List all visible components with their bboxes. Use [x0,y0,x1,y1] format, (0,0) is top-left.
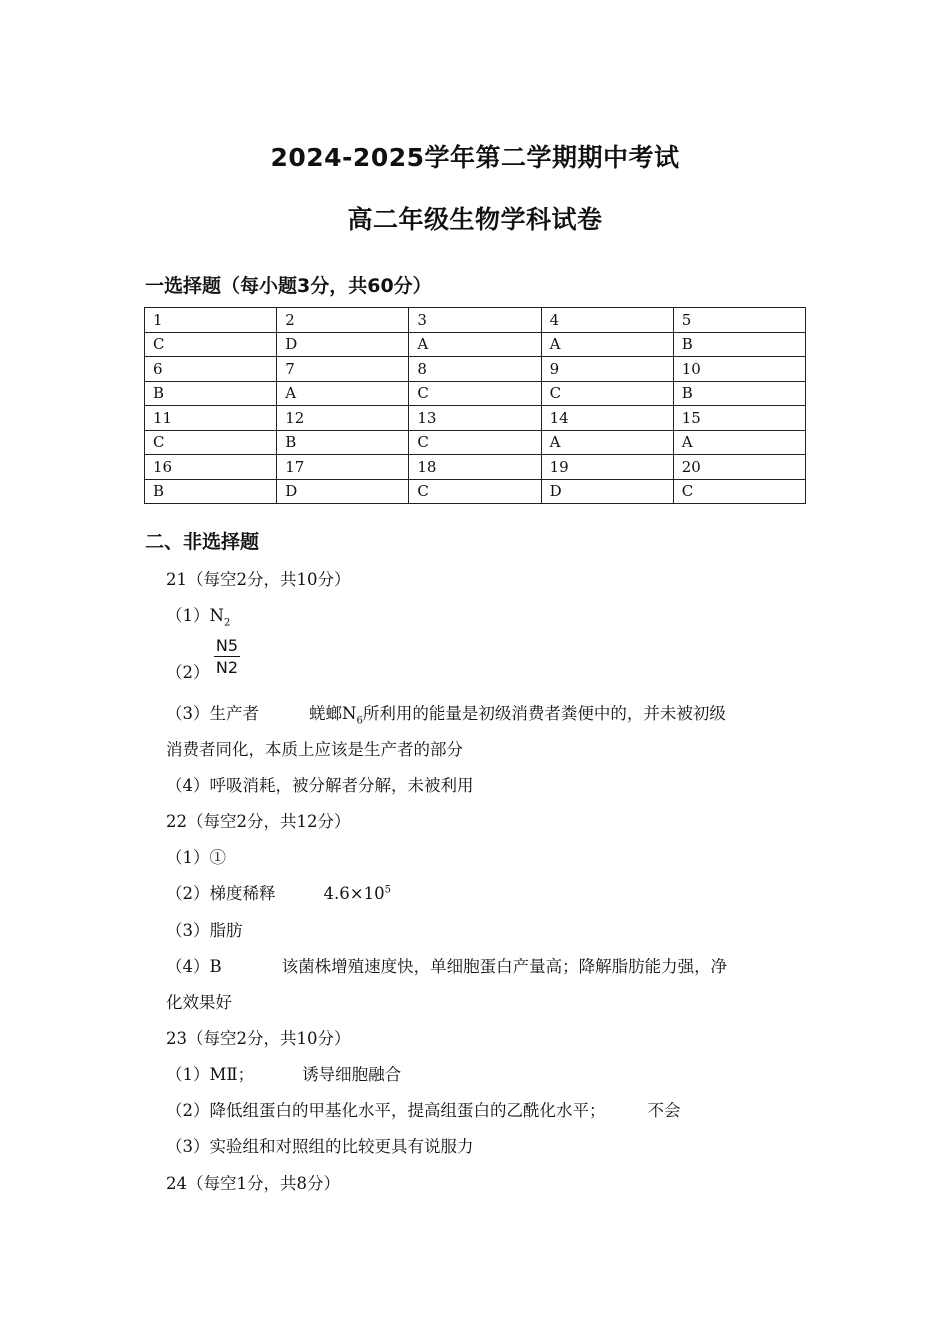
question-number-cell: 7 [277,357,409,382]
question-number-cell: 16 [145,455,277,480]
q22-answer-2: （2）梯度稀释 $4.6\times 10^5$ [166,884,391,903]
section-heading-choice: 一选择题（每小题3分，共60分） [145,275,432,297]
q22-answer-4-continued: 化效果好 [166,993,232,1012]
q22-answer-4: （4）B 该菌株增殖速度快，单细胞蛋白产量高；降解脂肪能力强，净 [166,957,728,976]
section-heading-nonchoice: 二、非选择题 [145,531,260,553]
question-number-cell: 19 [541,455,673,480]
table-row [145,308,806,333]
question-number-cell: 20 [673,455,805,480]
question-number-cell: 4 [541,308,673,333]
q21-answer-1: $(1)N_2$ [166,606,231,629]
question-number-cell: 11 [145,406,277,431]
table-row [145,332,806,357]
q23-answer-2: （2）降低组蛋白的甲基化水平，提高组蛋白的乙酰化水平； 不会 [166,1101,681,1120]
fraction-numerator: N5 [215,636,239,655]
question-number-cell: 15 [673,406,805,431]
question-number-cell: 18 [409,455,541,480]
answer-cell: C [409,430,541,455]
exam-subtitle: 高二年级生物学科试卷 [347,205,603,234]
question-number-cell: 3 [409,308,541,333]
q21-answer-4: （4）呼吸消耗，被分解者分解，未被利用 [166,776,474,795]
exam-title: 2024-2025学年第二学期期中考试 [270,143,680,172]
q21-heading: 21（每空2分，共10分） [166,570,351,589]
table-row [145,406,806,431]
question-number-cell: 14 [541,406,673,431]
answer-cell: B [673,332,805,357]
q21-answer-3: （3）生产者 蜣螂$N_6$所利用的能量是初级消费者粪便中的，并未被初级 [166,704,726,727]
question-number-cell: 17 [277,455,409,480]
question-number-cell: 9 [541,357,673,382]
q21-answer-3-continued: 消费者同化，本质上应该是生产者的部分 [166,740,463,759]
question-number-cell: 5 [673,308,805,333]
q23-answer-3: （3）实验组和对照组的比较更具有说服力 [166,1137,474,1156]
q23-answer-1: （1）MⅡ； 诱导细胞融合 [166,1065,402,1084]
table-row [145,357,806,382]
answer-cell: A [673,430,805,455]
answer-cell: A [541,430,673,455]
answer-cell: C [541,381,673,406]
table-row [145,455,806,480]
answer-cell: B [145,479,277,504]
answer-cell: D [541,479,673,504]
question-number-cell: 12 [277,406,409,431]
q22-answer-1: （1）① [166,848,226,867]
answer-cell: A [409,332,541,357]
answer-cell: C [409,479,541,504]
q22-answer-3: （3）脂肪 [166,921,243,940]
answer-cell: D [277,332,409,357]
table-row [145,430,806,455]
answer-table [144,307,806,504]
answer-cell: B [673,381,805,406]
answer-cell: C [673,479,805,504]
question-number-cell: 6 [145,357,277,382]
table-row [145,479,806,504]
answer-cell: A [277,381,409,406]
question-number-cell: 1 [145,308,277,333]
answer-cell: B [277,430,409,455]
answer-cell: B [145,381,277,406]
q22-heading: 22（每空2分，共12分） [166,812,351,831]
fraction-denominator: N2 [215,658,239,677]
table-row [145,381,806,406]
q23-heading: 23（每空2分，共10分） [166,1029,351,1048]
answer-cell: D [277,479,409,504]
answer-cell: C [409,381,541,406]
question-number-cell: 10 [673,357,805,382]
question-number-cell: 13 [409,406,541,431]
question-number-cell: 8 [409,357,541,382]
answer-cell: C [145,430,277,455]
q21-answer-2-fraction [214,636,240,677]
question-number-cell: 2 [277,308,409,333]
q24-heading: 24（每空1分，共8分） [166,1174,340,1193]
q21-answer-2-label: （2） [166,663,210,682]
answer-cell: C [145,332,277,357]
answer-cell: A [541,332,673,357]
